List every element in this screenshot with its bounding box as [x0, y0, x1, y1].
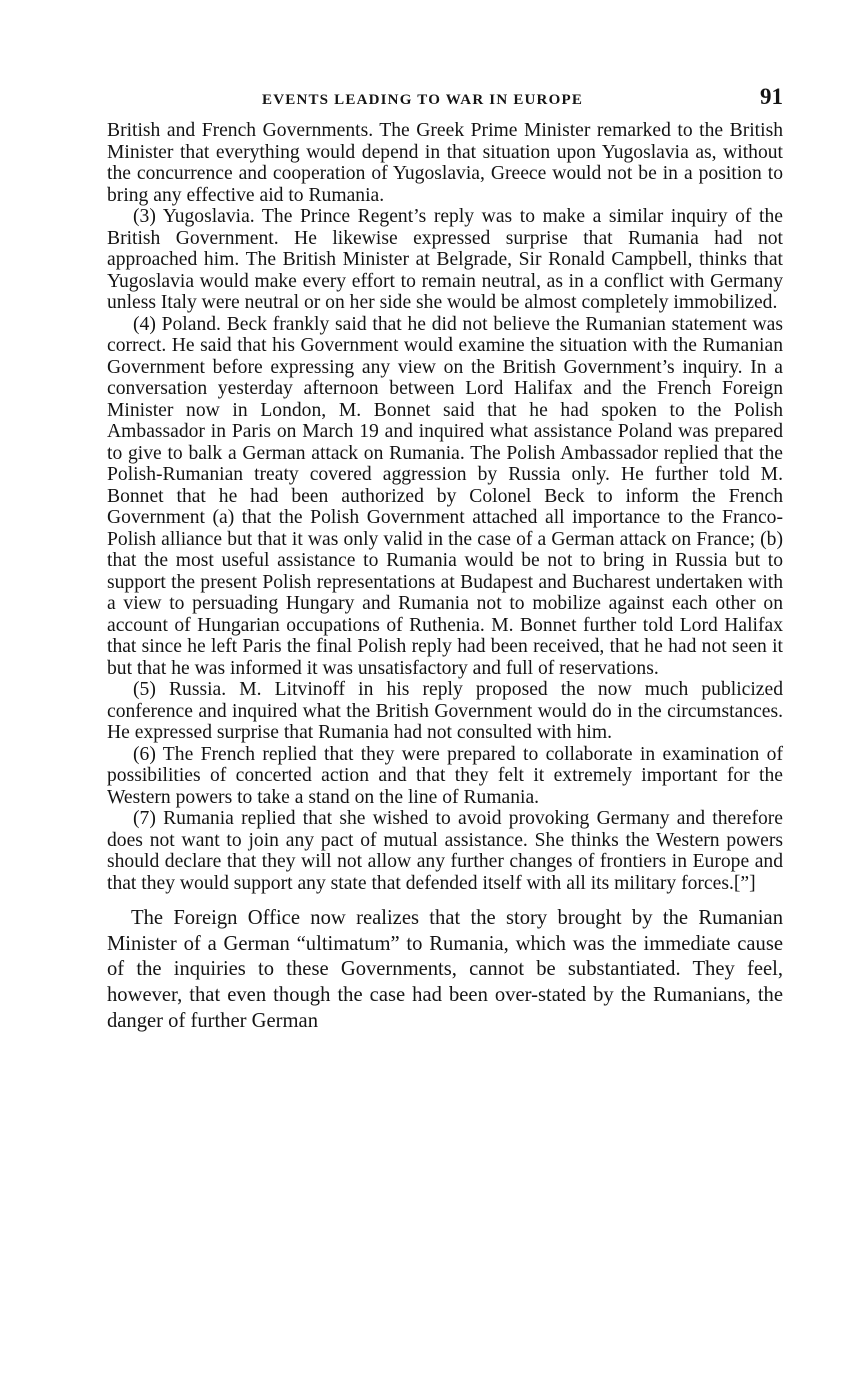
quote-paragraph-french: (6) The French replied that they were prepared to collaborate in examination of possibilities of concerted action and that they felt it extremely important for the Western powers to take a stand on the line of Rumania. — [107, 743, 783, 808]
running-header — [107, 84, 783, 120]
quote-paragraph-russia: (5) Russia. M. Litvinoff in his reply proposed the now much publicized conference and inquired what the British Government would do in the circumstances. He expressed surprise that Rumania had not consulted with him. — [107, 679, 783, 743]
page-number: 91 — [760, 84, 783, 109]
document-page — [107, 84, 783, 1035]
quoted-telegram — [107, 120, 783, 894]
body-paragraph: The Foreign Office now realizes that the story brought by the Rumanian Minister of a German “ultimatum” to Rumania, which was the immediate cause of the inquiries to these Governments, cannot be substantiated. They feel, however, that even though the case had been over-stated by the Rumanians, the danger of further German — [107, 907, 783, 1032]
quote-paragraph-yugoslavia: (3) Yugoslavia. The Prince Regent’s reply was to make a similar inquiry of the British Government. He likewise expressed surprise that Rumania had not approached him. The British Minister at Belgrade, Sir Ronald Campbell, thinks that Yugoslavia would make every effort to remain neutral, as in a conflict with Germany unless Italy were neutral or on her side she would be almost completely immobilized. — [107, 206, 783, 313]
quote-paragraph-rumania: (7) Rumania replied that she wished to avoid provoking Germany and therefore does not want to join any pact of mutual assistance. She thinks the Western powers should declare that they will not allow any further changes of frontiers in Europe and that they would support any state that defended itself with all its military forces.[”] — [107, 808, 783, 894]
quote-paragraph-continued: British and French Governments. The Greek Prime Minister remarked to the British Minister that everything would depend in that situation upon Yugoslavia as, without the concurrence and cooperation of Yugoslavia, Greece would not be in a position to bring any effective aid to Rumania. — [107, 120, 783, 206]
quote-paragraph-poland: (4) Poland. Beck frankly said that he did not believe the Rumanian statement was correct. He said that his Government would examine the situation with the Rumanian Government before expressing any view on the British Government’s inquiry. In a conversation yesterday afternoon between Lord Halifax and the French Foreign Minister now in London, M. Bonnet said that he had spoken to the Polish Ambassador in Paris on March 19 and inquired what assistance Poland was prepared to give to balk a German attack on Rumania. The Polish Ambassador replied that the Polish-Rumanian treaty covered aggression by Russia only. He further told M. Bonnet that he had been authorized by Colonel Beck to inform the French Government (a) that the Polish Government attached all importance to the Franco-Polish alliance but that it was only valid in the case of a German attack on France; (b) that the most useful assistance to Rumania would be not to bring in Russia but to support the present Polish representations at Budapest and Bucharest undertaken with a view to persuading Hungary and Rumania not to mobilize against each other on account of Hungarian occupations of Ruthenia. M. Bonnet further told Lord Halifax that since he left Paris the final Polish reply had been received, that he had not seen it but that he was informed it was unsatisfactory and full of reservations. — [107, 313, 783, 679]
body-text — [107, 906, 783, 1035]
running-title: EVENTS LEADING TO WAR IN EUROPE — [262, 92, 584, 108]
